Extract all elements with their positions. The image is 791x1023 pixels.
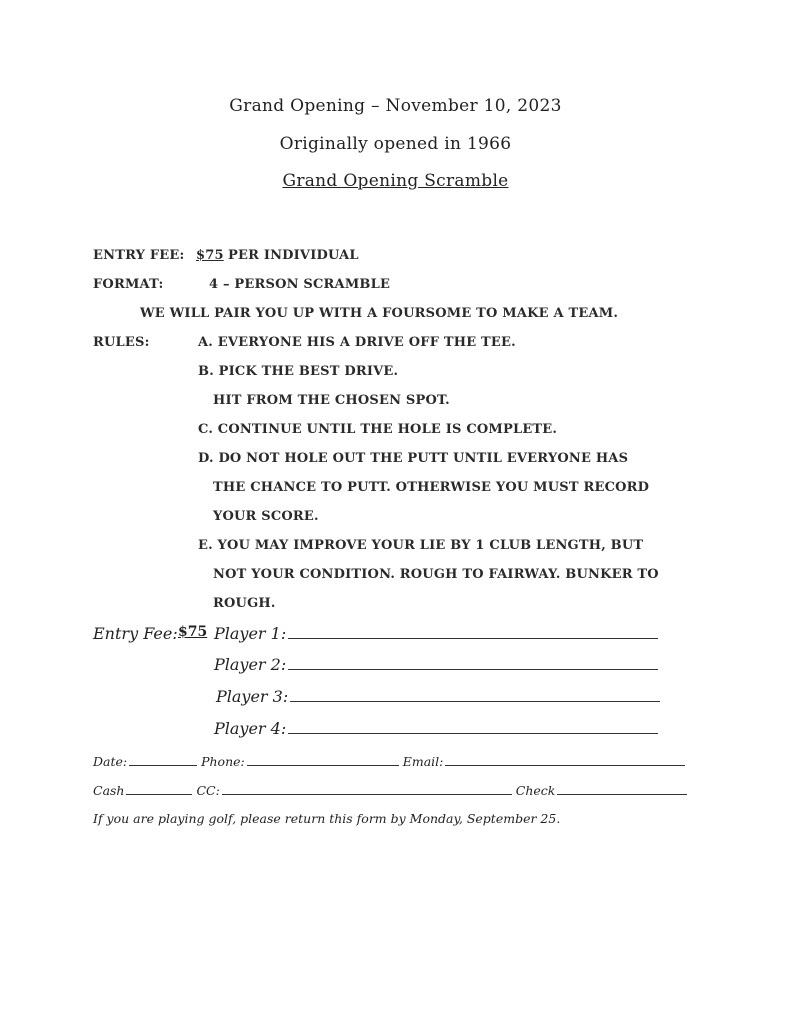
entry-fee-amount: $75: [196, 248, 224, 263]
player-4-line[interactable]: [288, 721, 658, 734]
cc-line[interactable]: [222, 782, 512, 795]
player-4-field[interactable]: [214, 719, 658, 738]
payment-row: [93, 782, 687, 798]
player-3-line[interactable]: [290, 689, 660, 702]
player-2-field[interactable]: [214, 655, 658, 674]
format-label: FORMAT:: [93, 277, 164, 292]
contact-row: [93, 753, 685, 769]
date-label: Date:: [93, 754, 128, 769]
player-1-line[interactable]: [288, 626, 658, 639]
rule-line: A. EVERYONE HIS A DRIVE OFF THE TEE.: [198, 335, 516, 350]
rule-line: ROUGH.: [213, 596, 276, 611]
cash-line[interactable]: [126, 782, 192, 795]
player-3-field[interactable]: [216, 687, 660, 706]
cc-label: CC:: [196, 783, 220, 798]
player-3-label: Player 3:: [216, 687, 289, 706]
player-2-line[interactable]: [288, 657, 658, 670]
date-line[interactable]: [129, 753, 197, 766]
entry-fee-label: ENTRY FEE:: [93, 248, 185, 263]
event-title: Grand Opening – November 10, 2023: [229, 96, 562, 116]
format-note: WE WILL PAIR YOU UP WITH A FOURSOME TO MAKE A TEAM.: [140, 306, 619, 321]
event-name: Grand Opening Scramble: [282, 171, 509, 191]
phone-line[interactable]: [247, 753, 399, 766]
rule-line: D. DO NOT HOLE OUT THE PUTT UNTIL EVERYONE HAS: [198, 451, 629, 466]
rule-line: YOUR SCORE.: [213, 509, 319, 524]
form-entry-fee-amount: $75: [178, 624, 208, 640]
rule-line: C. CONTINUE UNTIL THE HOLE IS COMPLETE.: [198, 422, 558, 437]
entry-fee-suffix: PER INDIVIDUAL: [228, 248, 359, 263]
player-1-label: Player 1:: [214, 624, 287, 643]
event-subtitle: Originally opened in 1966: [279, 134, 512, 154]
rule-line: THE CHANCE TO PUTT. OTHERWISE YOU MUST RECORD: [213, 480, 650, 495]
rules-label: RULES:: [93, 335, 150, 350]
player-4-label: Player 4:: [214, 719, 287, 738]
form-entry-fee-label: Entry Fee:: [93, 624, 178, 643]
email-line[interactable]: [445, 753, 685, 766]
check-label: Check: [515, 783, 556, 798]
player-2-label: Player 2:: [214, 655, 287, 674]
phone-label: Phone:: [201, 754, 245, 769]
return-instructions: If you are playing golf, please return this form by Monday, September 25.: [93, 811, 561, 826]
player-1-field[interactable]: [214, 624, 658, 643]
rule-line: B. PICK THE BEST DRIVE.: [198, 364, 399, 379]
rule-line: NOT YOUR CONDITION. ROUGH TO FAIRWAY. BUNKER TO: [213, 567, 659, 582]
cash-label: Cash: [93, 783, 125, 798]
rule-line: HIT FROM THE CHOSEN SPOT.: [213, 393, 450, 408]
rule-line: E. YOU MAY IMPROVE YOUR LIE BY 1 CLUB LENGTH, BUT: [198, 538, 644, 553]
email-label: Email:: [402, 754, 444, 769]
format-value: 4 – PERSON SCRAMBLE: [209, 277, 391, 292]
check-line[interactable]: [557, 782, 687, 795]
